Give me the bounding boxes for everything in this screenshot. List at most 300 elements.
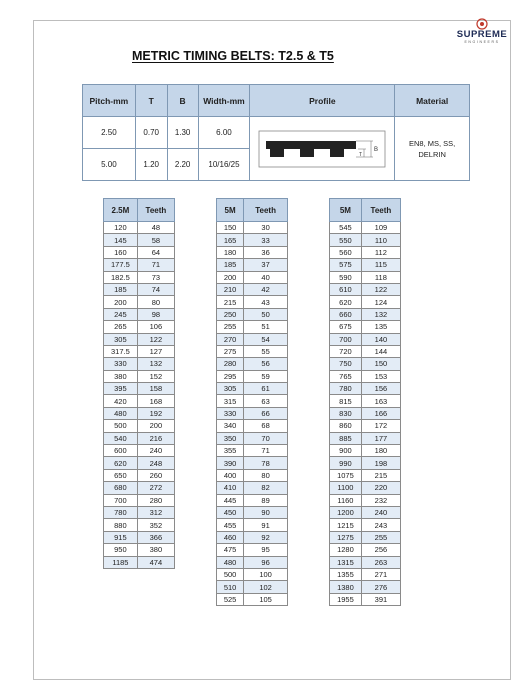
table-row	[330, 370, 401, 382]
table-row	[330, 308, 401, 320]
teeth-cell: 64	[137, 246, 174, 258]
teeth-cell: 172	[361, 420, 400, 432]
teeth-cell: 74	[137, 283, 174, 295]
table-row	[104, 432, 175, 444]
table-row	[104, 345, 175, 357]
teeth-cell: 168	[137, 395, 174, 407]
teeth-cell: 109	[361, 222, 400, 234]
teeth-cell: 232	[361, 494, 400, 506]
teeth-header-row	[330, 199, 401, 222]
table-row	[217, 581, 288, 593]
teeth-cell: 42	[244, 283, 288, 295]
length-cell: 275	[217, 345, 244, 357]
length-cell: 1160	[330, 494, 362, 506]
teeth-cell: 166	[361, 407, 400, 419]
teeth-cell: 276	[361, 581, 400, 593]
teeth-cell: 256	[361, 544, 400, 556]
table-row	[104, 445, 175, 457]
table-row	[217, 482, 288, 494]
col-header-pitch: Pitch-mm	[83, 85, 136, 117]
teeth-cell: 80	[137, 296, 174, 308]
length-cell: 590	[330, 271, 362, 283]
length-cell: 1315	[330, 556, 362, 568]
length-cell: 1075	[330, 469, 362, 481]
length-cell: 210	[217, 283, 244, 295]
table-row	[217, 457, 288, 469]
length-cell: 120	[104, 222, 138, 234]
length-cell: 270	[217, 333, 244, 345]
length-cell: 390	[217, 457, 244, 469]
spec-table	[82, 84, 470, 181]
table-row	[217, 234, 288, 246]
table-row	[104, 506, 175, 518]
table-row	[217, 383, 288, 395]
length-cell: 150	[217, 222, 244, 234]
teeth-cell: 95	[244, 544, 288, 556]
length-cell: 200	[217, 271, 244, 283]
length-cell: 500	[217, 568, 244, 580]
length-cell: 765	[330, 370, 362, 382]
length-cell: 315	[217, 395, 244, 407]
table-row	[330, 345, 401, 357]
table-row	[104, 420, 175, 432]
length-cell: 650	[104, 469, 138, 481]
length-cell: 475	[217, 544, 244, 556]
table-row	[104, 234, 175, 246]
table-row	[217, 259, 288, 271]
length-cell: 455	[217, 519, 244, 531]
table-row	[217, 395, 288, 407]
length-cell: 1100	[330, 482, 362, 494]
teeth-cell: 260	[137, 469, 174, 481]
table-row	[217, 345, 288, 357]
b-cell: 1.30	[167, 117, 198, 149]
teeth-cell: 220	[361, 482, 400, 494]
length-cell: 600	[104, 445, 138, 457]
table-row	[104, 544, 175, 556]
table-row	[330, 358, 401, 370]
table-row	[104, 308, 175, 320]
length-cell: 510	[217, 581, 244, 593]
table-row	[217, 271, 288, 283]
teeth-cell: 156	[361, 383, 400, 395]
length-cell: 400	[217, 469, 244, 481]
table-row	[104, 494, 175, 506]
teeth-cell: 92	[244, 531, 288, 543]
teeth-cell: 474	[137, 556, 174, 568]
length-cell: 610	[330, 283, 362, 295]
length-cell: 880	[104, 519, 138, 531]
table-row	[330, 568, 401, 580]
table-row	[330, 482, 401, 494]
table-row	[330, 395, 401, 407]
col-header-t: T	[135, 85, 167, 117]
table-row	[330, 556, 401, 568]
teeth-cell: 153	[361, 370, 400, 382]
table-row	[330, 531, 401, 543]
table-row	[104, 556, 175, 568]
table-row	[217, 531, 288, 543]
length-cell: 1380	[330, 581, 362, 593]
length-cell: 815	[330, 395, 362, 407]
length-cell: 480	[217, 556, 244, 568]
teeth-cell: 89	[244, 494, 288, 506]
b-cell: 2.20	[167, 149, 198, 181]
length-cell: 215	[217, 296, 244, 308]
teeth-cell: 78	[244, 457, 288, 469]
teeth-cell: 106	[137, 321, 174, 333]
teeth-cell: 55	[244, 345, 288, 357]
table-row	[217, 519, 288, 531]
t-cell: 1.20	[135, 149, 167, 181]
table-row	[330, 283, 401, 295]
table-row	[217, 432, 288, 444]
teeth-cell: 132	[361, 308, 400, 320]
teeth-cell: 115	[361, 259, 400, 271]
length-cell: 620	[330, 296, 362, 308]
spec-row	[83, 117, 470, 149]
table-row	[217, 296, 288, 308]
table-row	[330, 445, 401, 457]
teeth-cell: 124	[361, 296, 400, 308]
teeth-cell: 48	[137, 222, 174, 234]
table-row	[217, 506, 288, 518]
col-header-width: Width-mm	[198, 85, 250, 117]
length-cell: 355	[217, 445, 244, 457]
teeth-cell: 366	[137, 531, 174, 543]
teeth-cell: 91	[244, 519, 288, 531]
length-cell: 780	[104, 506, 138, 518]
teeth-cell: 61	[244, 383, 288, 395]
teeth-cell: 122	[137, 333, 174, 345]
belt-profile-diagram	[258, 129, 386, 169]
teeth-cell: 100	[244, 568, 288, 580]
table-row	[104, 271, 175, 283]
length-cell: 182.5	[104, 271, 138, 283]
teeth-cell: 37	[244, 259, 288, 271]
length-cell: 1215	[330, 519, 362, 531]
page-title: METRIC TIMING BELTS: T2.5 & T5	[132, 49, 334, 63]
table-row	[330, 234, 401, 246]
logo-name: SUPREME	[456, 29, 508, 40]
table-row	[217, 556, 288, 568]
teeth-cell: 56	[244, 358, 288, 370]
length-cell: 450	[217, 506, 244, 518]
teeth-cell: 144	[361, 345, 400, 357]
teeth-cell: 59	[244, 370, 288, 382]
length-cell: 680	[104, 482, 138, 494]
table-row	[330, 407, 401, 419]
material-cell: EN8, MS, SS, DELRIN	[395, 117, 470, 181]
length-cell: 160	[104, 246, 138, 258]
teeth-cell: 66	[244, 407, 288, 419]
table-row	[217, 283, 288, 295]
teeth-cell: 180	[361, 445, 400, 457]
length-cell: 185	[217, 259, 244, 271]
teeth-cell: 71	[244, 445, 288, 457]
length-cell: 340	[217, 420, 244, 432]
table-row	[217, 568, 288, 580]
length-cell: 540	[104, 432, 138, 444]
teeth-cell: 50	[244, 308, 288, 320]
table-row	[104, 519, 175, 531]
teeth-cell: 70	[244, 432, 288, 444]
teeth-column-header: Teeth	[244, 199, 288, 222]
length-cell: 950	[104, 544, 138, 556]
teeth-cell: 240	[361, 506, 400, 518]
length-cell: 1200	[330, 506, 362, 518]
table-row	[330, 432, 401, 444]
table-row	[104, 531, 175, 543]
length-cell: 350	[217, 432, 244, 444]
table-row	[330, 494, 401, 506]
length-column-header: 5M	[330, 199, 362, 222]
length-cell: 255	[217, 321, 244, 333]
table-row	[104, 259, 175, 271]
teeth-cell: 140	[361, 333, 400, 345]
table-row	[330, 383, 401, 395]
teeth-cell: 90	[244, 506, 288, 518]
teeth-cell: 312	[137, 506, 174, 518]
col-header-b: B	[167, 85, 198, 117]
length-cell: 410	[217, 482, 244, 494]
table-row	[217, 308, 288, 320]
logo-tagline: ENGINEERS	[464, 40, 500, 44]
table-row	[217, 407, 288, 419]
table-row	[104, 482, 175, 494]
teeth-cell: 80	[244, 469, 288, 481]
length-cell: 560	[330, 246, 362, 258]
length-cell: 660	[330, 308, 362, 320]
length-cell: 395	[104, 383, 138, 395]
table-row	[217, 544, 288, 556]
table-row	[217, 593, 288, 605]
teeth-cell: 192	[137, 407, 174, 419]
length-cell: 780	[330, 383, 362, 395]
teeth-cell: 135	[361, 321, 400, 333]
table-row	[330, 506, 401, 518]
length-cell: 145	[104, 234, 138, 246]
table-row	[217, 445, 288, 457]
length-cell: 675	[330, 321, 362, 333]
table-row	[104, 222, 175, 234]
teeth-cell: 280	[137, 494, 174, 506]
teeth-cell: 118	[361, 271, 400, 283]
length-cell: 1185	[104, 556, 138, 568]
teeth-cell: 122	[361, 283, 400, 295]
teeth-table-2-5m	[103, 198, 175, 569]
teeth-cell: 352	[137, 519, 174, 531]
teeth-cell: 163	[361, 395, 400, 407]
col-header-material: Material	[395, 85, 470, 117]
length-column-header: 2.5M	[104, 199, 138, 222]
table-row	[330, 271, 401, 283]
length-cell: 245	[104, 308, 138, 320]
t-cell: 0.70	[135, 117, 167, 149]
belt-shape	[266, 141, 356, 157]
teeth-column-header: Teeth	[361, 199, 400, 222]
teeth-cell: 102	[244, 581, 288, 593]
length-cell: 295	[217, 370, 244, 382]
teeth-cell: 150	[361, 358, 400, 370]
teeth-cell: 263	[361, 556, 400, 568]
teeth-table-5m-a	[216, 198, 288, 606]
pitch-cell: 2.50	[83, 117, 136, 149]
length-cell: 550	[330, 234, 362, 246]
length-cell: 575	[330, 259, 362, 271]
teeth-cell: 68	[244, 420, 288, 432]
length-cell: 1955	[330, 593, 362, 605]
teeth-cell: 158	[137, 383, 174, 395]
length-cell: 330	[217, 407, 244, 419]
pitch-cell: 5.00	[83, 149, 136, 181]
length-cell: 1355	[330, 568, 362, 580]
teeth-cell: 391	[361, 593, 400, 605]
teeth-cell: 105	[244, 593, 288, 605]
table-row	[217, 420, 288, 432]
table-row	[104, 296, 175, 308]
teeth-cell: 255	[361, 531, 400, 543]
teeth-cell: 127	[137, 345, 174, 357]
teeth-cell: 216	[137, 432, 174, 444]
teeth-cell: 200	[137, 420, 174, 432]
table-row	[330, 457, 401, 469]
length-cell: 250	[217, 308, 244, 320]
length-cell: 460	[217, 531, 244, 543]
table-row	[330, 593, 401, 605]
width-cell: 6.00	[198, 117, 250, 149]
teeth-cell: 58	[137, 234, 174, 246]
length-cell: 305	[217, 383, 244, 395]
table-row	[104, 283, 175, 295]
teeth-cell: 110	[361, 234, 400, 246]
length-cell: 700	[104, 494, 138, 506]
length-cell: 480	[104, 407, 138, 419]
table-row	[330, 544, 401, 556]
length-cell: 525	[217, 593, 244, 605]
length-cell: 200	[104, 296, 138, 308]
length-cell: 280	[217, 358, 244, 370]
length-cell: 317.5	[104, 345, 138, 357]
length-cell: 185	[104, 283, 138, 295]
table-row	[330, 321, 401, 333]
table-row	[217, 494, 288, 506]
teeth-cell: 71	[137, 259, 174, 271]
table-row	[217, 358, 288, 370]
length-cell: 420	[104, 395, 138, 407]
table-row	[330, 581, 401, 593]
table-row	[104, 358, 175, 370]
teeth-cell: 40	[244, 271, 288, 283]
table-row	[330, 222, 401, 234]
table-row	[330, 519, 401, 531]
length-cell: 900	[330, 445, 362, 457]
col-header-profile: Profile	[250, 85, 395, 117]
table-row	[104, 383, 175, 395]
table-row	[330, 420, 401, 432]
profile-cell	[250, 117, 395, 181]
teeth-header-row	[217, 199, 288, 222]
length-cell: 380	[104, 370, 138, 382]
length-cell: 620	[104, 457, 138, 469]
table-row	[330, 246, 401, 258]
length-cell: 885	[330, 432, 362, 444]
length-column-header: 5M	[217, 199, 244, 222]
teeth-cell: 96	[244, 556, 288, 568]
length-cell: 1275	[330, 531, 362, 543]
table-row	[217, 321, 288, 333]
teeth-cell: 271	[361, 568, 400, 580]
teeth-cell: 198	[361, 457, 400, 469]
length-cell: 445	[217, 494, 244, 506]
width-cell: 10/16/25	[198, 149, 250, 181]
teeth-cell: 112	[361, 246, 400, 258]
teeth-cell: 43	[244, 296, 288, 308]
table-row	[330, 296, 401, 308]
length-cell: 750	[330, 358, 362, 370]
teeth-cell: 215	[361, 469, 400, 481]
length-cell: 915	[104, 531, 138, 543]
length-cell: 860	[330, 420, 362, 432]
teeth-cell: 54	[244, 333, 288, 345]
length-cell: 305	[104, 333, 138, 345]
table-row	[104, 407, 175, 419]
teeth-table-5m-b	[329, 198, 401, 606]
teeth-cell: 132	[137, 358, 174, 370]
length-cell: 500	[104, 420, 138, 432]
table-row	[104, 321, 175, 333]
profile-label-b: B	[374, 146, 379, 153]
teeth-header-row	[104, 199, 175, 222]
table-row	[104, 246, 175, 258]
profile-label-t: T	[359, 151, 363, 158]
teeth-cell: 152	[137, 370, 174, 382]
table-row	[104, 370, 175, 382]
length-cell: 1280	[330, 544, 362, 556]
table-row	[104, 469, 175, 481]
length-cell: 180	[217, 246, 244, 258]
spec-header-row	[83, 85, 470, 117]
teeth-cell: 177	[361, 432, 400, 444]
length-cell: 177.5	[104, 259, 138, 271]
length-cell: 330	[104, 358, 138, 370]
table-row	[330, 469, 401, 481]
teeth-cell: 243	[361, 519, 400, 531]
table-row	[330, 333, 401, 345]
teeth-cell: 98	[137, 308, 174, 320]
table-row	[104, 395, 175, 407]
teeth-cell: 30	[244, 222, 288, 234]
length-cell: 830	[330, 407, 362, 419]
length-cell: 545	[330, 222, 362, 234]
teeth-cell: 63	[244, 395, 288, 407]
teeth-cell: 380	[137, 544, 174, 556]
table-row	[330, 259, 401, 271]
teeth-cell: 82	[244, 482, 288, 494]
length-cell: 700	[330, 333, 362, 345]
teeth-cell: 240	[137, 445, 174, 457]
teeth-cell: 73	[137, 271, 174, 283]
teeth-cell: 272	[137, 482, 174, 494]
table-row	[104, 333, 175, 345]
table-row	[217, 469, 288, 481]
length-cell: 990	[330, 457, 362, 469]
length-cell: 265	[104, 321, 138, 333]
table-row	[217, 333, 288, 345]
company-logo	[452, 18, 512, 45]
table-row	[217, 246, 288, 258]
teeth-cell: 51	[244, 321, 288, 333]
